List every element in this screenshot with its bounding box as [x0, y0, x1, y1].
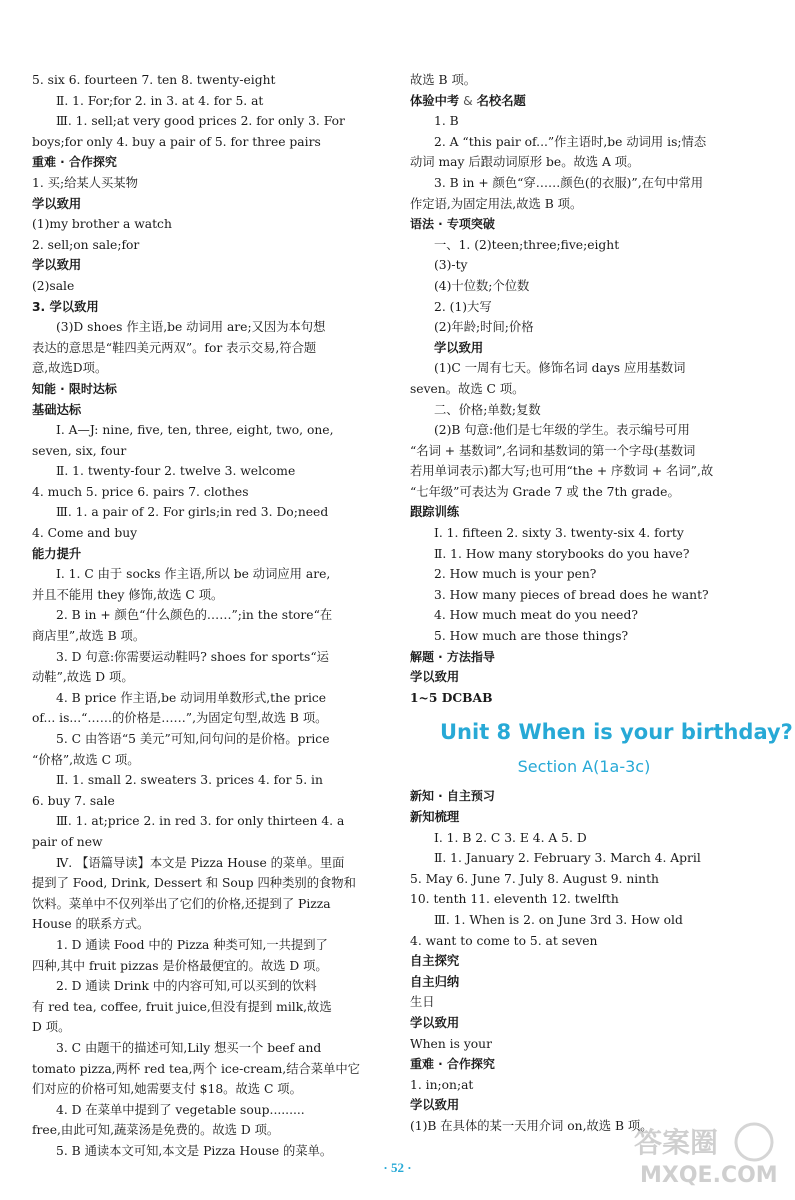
- section-heading: 跟踪训练: [410, 505, 460, 520]
- text-line: Ⅰ. 1. B 2. C 3. E 4. A 5. D: [434, 830, 587, 845]
- text-line: Ⅱ. 1. January 2. February 3. March 4. April: [434, 851, 701, 866]
- section-heading: 学以致用: [410, 670, 460, 685]
- section-heading: 学以致用: [32, 258, 82, 273]
- text-line: (4)十位数;个位数: [434, 278, 530, 293]
- right-column-top: [410, 70, 758, 708]
- text-line: 4. B price 作主语,be 动词用单数形式,the price: [56, 690, 327, 705]
- text-line: free,由此可知,蔬菜汤是免费的。故选 D 项。: [32, 1123, 280, 1138]
- text-line: (3)D shoes 作主语,be 动词用 are;又因为本句想: [56, 320, 326, 335]
- unit-title: Unit 8 When is your birthday?: [440, 720, 793, 745]
- section-heading: 新知梳理: [410, 810, 460, 824]
- text-line: 生日: [410, 995, 435, 1010]
- ampersand-glyph: &: [459, 93, 477, 108]
- text-line: 故选 B 项。: [410, 73, 477, 87]
- text-line: of... is...“……的价格是……”,为固定句型,故选 B 项。: [32, 711, 328, 726]
- text-line: 5. B 通读本文可知,本文是 Pizza House 的菜单。: [56, 1143, 333, 1158]
- text-line: (2)B 句意:他们是七年级的学生。表示编号可用: [434, 423, 690, 438]
- text-line: 二、价格;单数;复数: [434, 402, 541, 417]
- text-line: 四种,其中 fruit pizzas 是价格最便宜的。故选 D 项。: [32, 958, 328, 973]
- text-line: Ⅲ. 1. When is 2. on June 3rd 3. How old: [434, 912, 683, 927]
- text-line: 5. C 由答语“5 美元”可知,问句问的是价格。price: [56, 732, 330, 746]
- text-line: Ⅱ. 1. twenty-four 2. twelve 3. welcome: [56, 464, 296, 479]
- text-line: 1. in;on;at: [410, 1077, 474, 1092]
- text-line: Ⅰ. A—J: nine, five, ten, three, eight, two, one,: [56, 423, 334, 438]
- text-line: 5. six 6. fourteen 7. ten 8. twenty-eight: [32, 73, 276, 87]
- text-line: 3. How many pieces of bread does he want?: [434, 587, 709, 602]
- right-column-bottom: [410, 786, 758, 1136]
- svg-text:MXQE.COM: MXQE.COM: [640, 1163, 778, 1188]
- text-line: 有 red tea, coffee, fruit juice,但没有提到 milk,故选: [32, 999, 332, 1014]
- section-heading: 自主归纳: [410, 974, 460, 989]
- right-column: [410, 70, 793, 1137]
- text-line: 3. C 由题干的描述可知,Lily 想买一个 beef and: [56, 1040, 322, 1055]
- text-line: 一、1. (2)teen;three;five;eight: [434, 237, 620, 252]
- text-line: (1)C 一周有七天。修饰名词 days 应用基数词: [434, 361, 686, 376]
- text-line: 1. B: [434, 114, 459, 129]
- text-line: 4. Come and buy: [32, 526, 138, 541]
- text-line: “价格”,故选 C 项。: [32, 752, 140, 767]
- section-heading: 3. 学以致用: [32, 299, 99, 314]
- section-title: Section A(1a-3c): [517, 757, 651, 777]
- section-heading: 学以致用: [32, 196, 82, 211]
- section-heading: 解题 · 方法指导: [410, 649, 495, 664]
- text-line: 5. May 6. June 7. July 8. August 9. ninth: [410, 871, 659, 886]
- text-line: 2. How much is your pen?: [434, 567, 597, 582]
- text-line: 4. How much meat do you need?: [434, 608, 638, 623]
- text-line: House 的联系方式。: [32, 917, 150, 932]
- text-line: 动词 may 后跟动词原形 be。故选 A 项。: [410, 155, 640, 170]
- text-line: 2. A “this pair of...”作主语时,be 动词用 is;情态: [434, 134, 707, 149]
- section-heading: 语法 · 专项突破: [410, 217, 495, 232]
- section-heading: 学以致用: [410, 1098, 460, 1113]
- text-line: 5. How much are those things?: [434, 629, 629, 644]
- text-line: 提到了 Food, Drink, Dessert 和 Soup 四种类别的食物和: [32, 876, 356, 891]
- left-column: [32, 70, 367, 1161]
- text-line: (2)sale: [32, 278, 75, 293]
- exam-heading-suffix: 名校名题: [476, 93, 526, 108]
- text-line: 3. B in + 颜色“穿……颜色(的衣服)”,在句中常用: [434, 175, 704, 190]
- text-line: 表达的意思是“鞋四美元两双”。for 表示交易,符合题: [32, 340, 317, 355]
- text-line: “名词 + 基数词”,名词和基数词的第一个字母(基数词: [410, 443, 696, 458]
- text-line: 们对应的价格可知,她需要支付 $18。故选 C 项。: [32, 1082, 302, 1097]
- text-line: 意,故选D项。: [32, 361, 108, 376]
- text-line: 饮料。菜单中不仅列举出了它们的价格,还提到了 Pizza: [32, 896, 331, 911]
- text-line: 6. buy 7. sale: [32, 793, 115, 808]
- text-line: 1~5 DCBAB: [410, 689, 493, 705]
- text-line: 2. sell;on sale;for: [32, 237, 140, 252]
- text-line: (1)B 在具体的某一天用介词 on,故选 B 项。: [410, 1118, 653, 1133]
- text-line: seven, six, four: [32, 443, 127, 458]
- text-line: When is your: [410, 1036, 492, 1051]
- text-line: 1. 买;给某人买某物: [32, 175, 138, 190]
- text-line: 10. tenth 11. eleventh 12. twelfth: [410, 892, 619, 907]
- text-line: Ⅱ. 1. How many storybooks do you have?: [434, 546, 690, 561]
- page-number: · 52 ·: [383, 1160, 412, 1175]
- text-line: Ⅱ. 1. For;for 2. in 3. at 4. for 5. at: [56, 93, 264, 108]
- text-line: (3)-ty: [434, 258, 468, 273]
- text-line: 4. much 5. price 6. pairs 7. clothes: [32, 484, 249, 499]
- section-heading: 学以致用: [410, 1015, 460, 1030]
- text-line: Ⅲ. 1. sell;at very good prices 2. for only 3. For: [56, 114, 345, 129]
- section-heading: 新知 · 自主预习: [410, 789, 495, 804]
- text-line: tomato pizza,两杯 red tea,两个 ice-cream,结合菜单中它: [32, 1061, 360, 1076]
- text-line: (1)my brother a watch: [32, 217, 172, 232]
- text-line: Ⅰ. 1. fifteen 2. sixty 3. twenty-six 4. forty: [434, 526, 684, 541]
- section-heading: 基础达标: [32, 402, 82, 417]
- text-line: boys;for only 4. buy a pair of 5. for three pairs: [32, 134, 321, 149]
- section-heading: 学以致用: [434, 340, 484, 355]
- text-line: 若用单词表示)都大写;也可用“the + 序数词 + 名词”,故: [410, 464, 714, 479]
- text-line: 2. (1)大写: [434, 299, 492, 314]
- text-line: 作定语,为固定用法,故选 B 项。: [410, 196, 583, 211]
- text-line: “七年级”可表达为 Grade 7 或 the 7th grade。: [410, 484, 680, 499]
- text-line: Ⅱ. 1. small 2. sweaters 3. prices 4. for 5. in: [56, 773, 323, 788]
- section-heading: 能力提升: [32, 546, 82, 561]
- section-heading: 知能 · 限时达标: [32, 381, 117, 396]
- section-heading: 重难 · 合作探究: [410, 1057, 495, 1072]
- text-line: 2. D 通读 Drink 中的内容可知,可以买到的饮料: [56, 979, 317, 994]
- text-line: Ⅰ. 1. C 由于 socks 作主语,所以 be 动词应用 are,: [56, 567, 331, 582]
- text-line: 动鞋”,故选 D 项。: [32, 670, 134, 685]
- text-line: 4. want to come to 5. at seven: [410, 933, 598, 948]
- text-line: 4. D 在菜单中提到了 vegetable soup.........: [56, 1102, 305, 1117]
- text-line: 并且不能用 they 修饰,故选 C 项。: [32, 587, 224, 602]
- text-line: 1. D 通读 Food 中的 Pizza 种类可知,一共提到了: [56, 937, 328, 952]
- text-line: 3. D 句意:你需要运动鞋吗? shoes for sports“运: [56, 649, 329, 664]
- section-heading: 体验中考 & 名校名题: [410, 93, 526, 108]
- svg-text:答案圈: 答案圈: [634, 1126, 719, 1159]
- section-heading: 重难 · 合作探究: [32, 155, 117, 170]
- text-line: Ⅲ. 1. a pair of 2. For girls;in red 3. Do;need: [56, 505, 329, 520]
- text-line: Ⅳ. 【语篇导读】本文是 Pizza House 的菜单。里面: [56, 855, 345, 870]
- text-line: 商店里”,故选 B 项。: [32, 629, 146, 644]
- text-line: 2. B in + 颜色“什么颜色的……”;in the store“在: [56, 608, 333, 623]
- text-line: seven。故选 C 项。: [410, 381, 525, 396]
- text-line: D 项。: [32, 1020, 71, 1035]
- watermark-logo: [628, 1118, 778, 1190]
- text-line: (2)年龄;时间;价格: [434, 320, 534, 335]
- text-line: Ⅲ. 1. at;price 2. in red 3. for only thirteen 4. a: [56, 814, 345, 829]
- text-line: pair of new: [32, 834, 103, 849]
- section-heading: 自主探究: [410, 954, 460, 969]
